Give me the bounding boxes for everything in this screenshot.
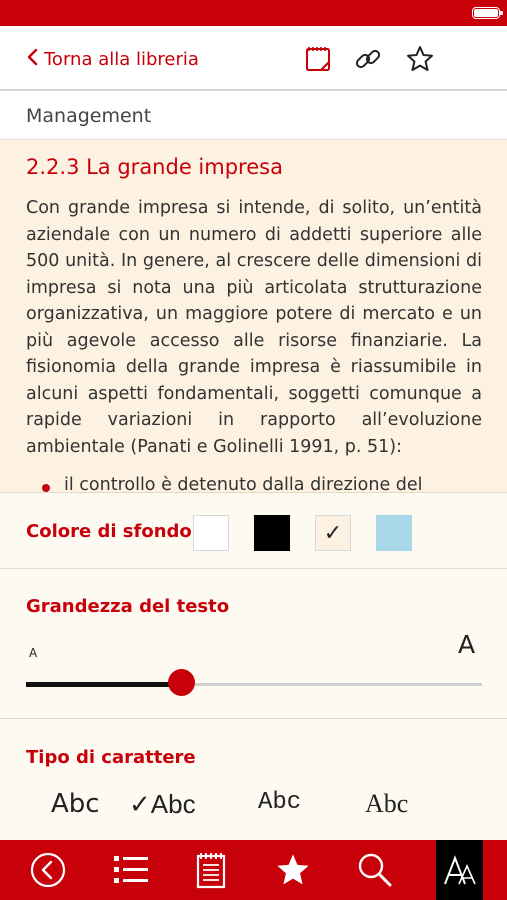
back-to-library-link[interactable] xyxy=(26,48,199,71)
section-title: 2.2.3 La grande impresa xyxy=(26,155,283,179)
breadcrumb-bar xyxy=(0,93,507,140)
font-option-mono[interactable] xyxy=(258,789,301,816)
font-option-humanist-label: Abc xyxy=(150,789,196,819)
font-option-serif[interactable] xyxy=(365,789,408,819)
navigation-bar xyxy=(0,26,507,91)
swatch-light-blue[interactable] xyxy=(376,515,412,551)
text-size-row xyxy=(0,569,507,719)
reading-settings-panel xyxy=(0,492,507,840)
font-type-label: Tipo di carattere xyxy=(26,747,196,768)
favorites-star-icon[interactable] xyxy=(263,840,323,900)
bullet-dot xyxy=(42,484,50,492)
battery-icon xyxy=(472,7,500,19)
status-bar xyxy=(0,0,507,26)
body-paragraph: Con grande impresa si intende, di solito, un’entità aziendale con un numero di addetti superiore alle 500 unità. In genere, al crescere delle dimensioni di impresa si nota una più articolata strutturazione organizzativa, un maggiore potere di mercato e un più agevole accesso alle risorse finanziarie. La fisionomia della grande impresa è riassumibile in alcuni aspetti fondamentali, soggetti comunque a rapide variazioni in rapporto all’evoluzione ambientale (Panati e Golinelli 1991, p. 51): xyxy=(26,198,482,457)
font-option-serif-label: Abc xyxy=(365,789,409,818)
swatch-sepia[interactable] xyxy=(315,515,351,551)
background-color-row xyxy=(0,493,507,569)
back-circle-icon[interactable] xyxy=(18,840,78,900)
breadcrumb: Management xyxy=(26,105,152,127)
star-outline-icon[interactable] xyxy=(405,44,435,74)
search-icon[interactable] xyxy=(345,840,405,900)
text-size-label: Grandezza del testo xyxy=(26,596,230,617)
text-size-large-label: A xyxy=(458,630,476,659)
notes-icon[interactable] xyxy=(181,840,241,900)
text-size-slider-thumb[interactable] xyxy=(168,669,195,696)
background-color-label: Colore di sfondo xyxy=(26,521,192,542)
text-size-slider-fill xyxy=(26,682,181,687)
font-settings-icon[interactable] xyxy=(436,840,483,900)
link-icon[interactable] xyxy=(353,44,383,74)
back-to-library-label: Torna alla libreria xyxy=(44,49,199,70)
checkmark-icon: ✓ xyxy=(323,520,343,546)
swatch-black[interactable] xyxy=(254,515,290,551)
font-option-mono-label: Abc xyxy=(258,789,302,816)
font-type-row xyxy=(0,719,507,841)
font-option-sans-label: Abc xyxy=(51,789,100,819)
text-size-small-label: A xyxy=(29,646,38,660)
reading-area[interactable] xyxy=(0,140,507,492)
battery-nub xyxy=(500,11,503,15)
font-option-humanist[interactable] xyxy=(129,789,196,820)
bottom-tab-bar xyxy=(0,840,507,900)
chevron-left-icon xyxy=(26,48,44,71)
notes-icon[interactable] xyxy=(303,44,333,74)
bullet-item: il controllo è detenuto dalla direzione del xyxy=(64,475,423,492)
swatch-white[interactable] xyxy=(193,515,229,551)
toc-list-icon[interactable] xyxy=(101,840,161,900)
font-option-sans[interactable] xyxy=(51,789,100,819)
selected-check-icon: ✓ xyxy=(129,789,151,819)
